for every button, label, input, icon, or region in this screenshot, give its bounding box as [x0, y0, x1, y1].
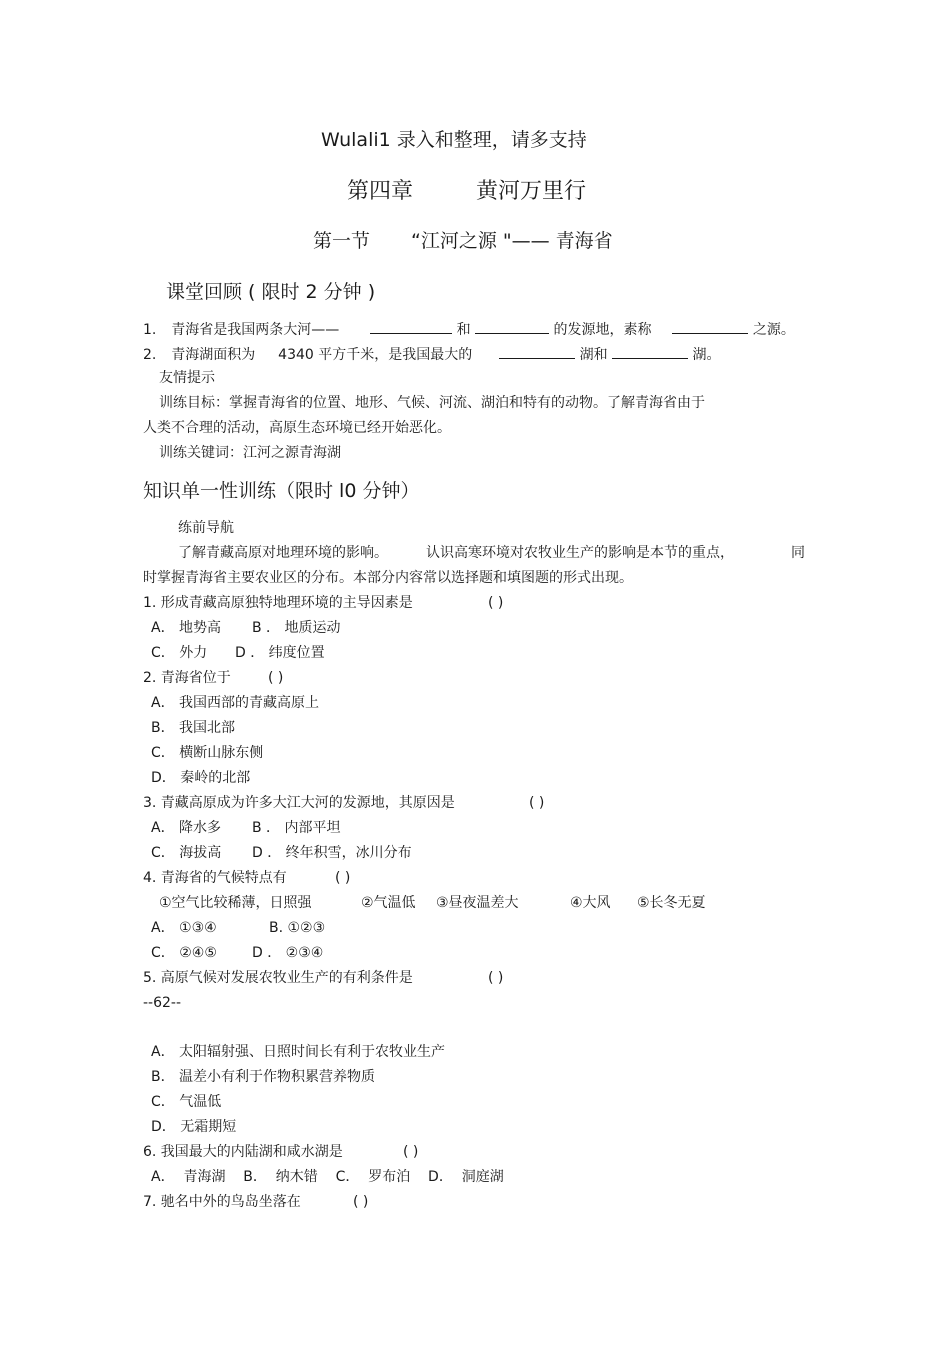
training-keywords: 训练关键词：江河之源青海湖: [159, 445, 341, 461]
review-q1-text-c: 的发源地，素称: [553, 322, 652, 338]
review-q2-text-b: 4340 平方千米，是我国最大的: [278, 347, 473, 363]
question-3-option-b[interactable]: B ． 内部平坦: [252, 820, 341, 836]
question-4-statement-4: ④大风: [570, 895, 611, 911]
question-5: 5. 高原气候对发展农牧业生产的有利条件是: [143, 970, 413, 986]
question-6-options[interactable]: A． 青海湖 B． 纳木错 C． 罗布泊 D． 洞庭湖: [151, 1169, 504, 1185]
review-q2-blank-2[interactable]: [612, 344, 688, 359]
question-1-option-a[interactable]: A． 地势高: [151, 620, 222, 636]
review-q2-text-c: 湖和: [579, 347, 608, 363]
credit-line: Wulali1 录入和整理，请多支持: [321, 129, 587, 151]
intro-line-2: 时掌握青海省主要农业区的分布。本部分内容常以选择题和填图题的形式出现。: [143, 570, 633, 586]
intro-line-1c: 同: [791, 545, 805, 561]
question-2-option-b[interactable]: B． 我国北部: [151, 720, 236, 736]
intro-line-1b: 认识高寒环境对农牧业生产的影响是本节的重点，: [426, 545, 734, 561]
question-2-answer-paren[interactable]: ( ): [268, 670, 284, 686]
question-4-statement-5: ⑤长冬无夏: [637, 895, 706, 911]
review-q1: [143, 319, 795, 339]
question-4-answer-paren[interactable]: ( ): [335, 870, 351, 886]
chapter-number: 第四章: [347, 179, 414, 204]
question-5-option-b[interactable]: B． 温差小有利于作物积累营养物质: [151, 1069, 376, 1085]
pre-training-nav-label: 练前导航: [178, 520, 234, 536]
question-6: 6. 我国最大的内陆湖和咸水湖是: [143, 1144, 343, 1160]
review-q1-number: 1.: [143, 322, 157, 338]
section-number: 第一节: [313, 230, 371, 252]
review-q2: [143, 344, 721, 364]
question-4-statement-3: ③昼夜温差大: [436, 895, 519, 911]
question-4-statement-2: ②气温低: [361, 895, 416, 911]
question-6-answer-paren[interactable]: ( ): [403, 1144, 419, 1160]
question-3-option-c[interactable]: C． 海拔高: [151, 845, 222, 861]
review-q1-text-d: 之源。: [752, 322, 795, 338]
training-title: 知识单一性训练（限时 l0 分钟）: [143, 480, 420, 502]
review-q1-blank-2[interactable]: [475, 319, 549, 334]
question-4-statement-1: ①空气比较稀薄，日照强: [159, 895, 312, 911]
question-2-option-c[interactable]: C． 横断山脉东侧: [151, 745, 264, 761]
question-4-option-b[interactable]: B. ①②③: [269, 920, 326, 936]
review-q1-blank-3[interactable]: [672, 319, 748, 334]
question-2: 2. 青海省位于: [143, 670, 231, 686]
review-q2-text-a: 青海湖面积为: [171, 347, 256, 363]
review-title: 课堂回顾 ( 限时 2 分钟 ): [166, 281, 376, 303]
chapter-title: 黄河万里行: [476, 179, 587, 204]
training-goal-line-1: 训练目标：掌握青海省的位置、地形、气候、河流、湖泊和特有的动物。了解青海省由于: [159, 395, 705, 411]
review-q2-text-d: 湖。: [692, 347, 721, 363]
question-2-option-a[interactable]: A． 我国西部的青藏高原上: [151, 695, 320, 711]
question-3-option-a[interactable]: A． 降水多: [151, 820, 222, 836]
question-7: 7. 驰名中外的鸟岛坐落在: [143, 1194, 301, 1210]
question-4-option-c[interactable]: C． ②④⑤: [151, 945, 217, 961]
question-1-option-d[interactable]: D ． 纬度位置: [235, 645, 325, 661]
tip-label: 友情提示: [159, 370, 215, 386]
training-goal-line-2: 人类不合理的活动，高原生态环境已经开始恶化。: [143, 420, 451, 436]
question-1-answer-paren[interactable]: ( ): [488, 595, 504, 611]
question-7-answer-paren[interactable]: ( ): [353, 1194, 369, 1210]
question-5-answer-paren[interactable]: ( ): [488, 970, 504, 986]
question-4: 4. 青海省的气候特点有: [143, 870, 287, 886]
review-q2-number: 2.: [143, 347, 157, 363]
question-1-option-c[interactable]: C． 外力: [151, 645, 208, 661]
intro-line-1a: 了解青藏高原对地理环境的影响。: [178, 545, 388, 561]
page-number: --62--: [143, 995, 182, 1011]
question-5-option-a[interactable]: A． 太阳辐射强、日照时间长有利于农牧业生产: [151, 1044, 446, 1060]
question-3-answer-paren[interactable]: ( ): [529, 795, 545, 811]
question-4-option-d[interactable]: D ． ②③④: [252, 945, 324, 961]
question-2-option-d[interactable]: D． 秦岭的北部: [151, 770, 251, 786]
question-4-option-a[interactable]: A． ①③④: [151, 920, 217, 936]
section-title: “江河之源 "—— 青海省: [411, 230, 613, 252]
review-q1-text-b: 和: [456, 322, 471, 338]
question-3-option-d[interactable]: D ． 终年积雪，冰川分布: [252, 845, 412, 861]
review-q1-blank-1[interactable]: [370, 319, 452, 334]
question-5-option-d[interactable]: D． 无霜期短: [151, 1119, 237, 1135]
review-q1-text-a: 青海省是我国两条大河——: [171, 322, 340, 338]
question-5-option-c[interactable]: C． 气温低: [151, 1094, 222, 1110]
question-3: 3. 青藏高原成为许多大江大河的发源地，其原因是: [143, 795, 455, 811]
review-q2-blank-1[interactable]: [499, 344, 575, 359]
question-1-option-b[interactable]: B ． 地质运动: [252, 620, 341, 636]
question-1: 1. 形成青藏高原独特地理环境的主导因素是: [143, 595, 413, 611]
